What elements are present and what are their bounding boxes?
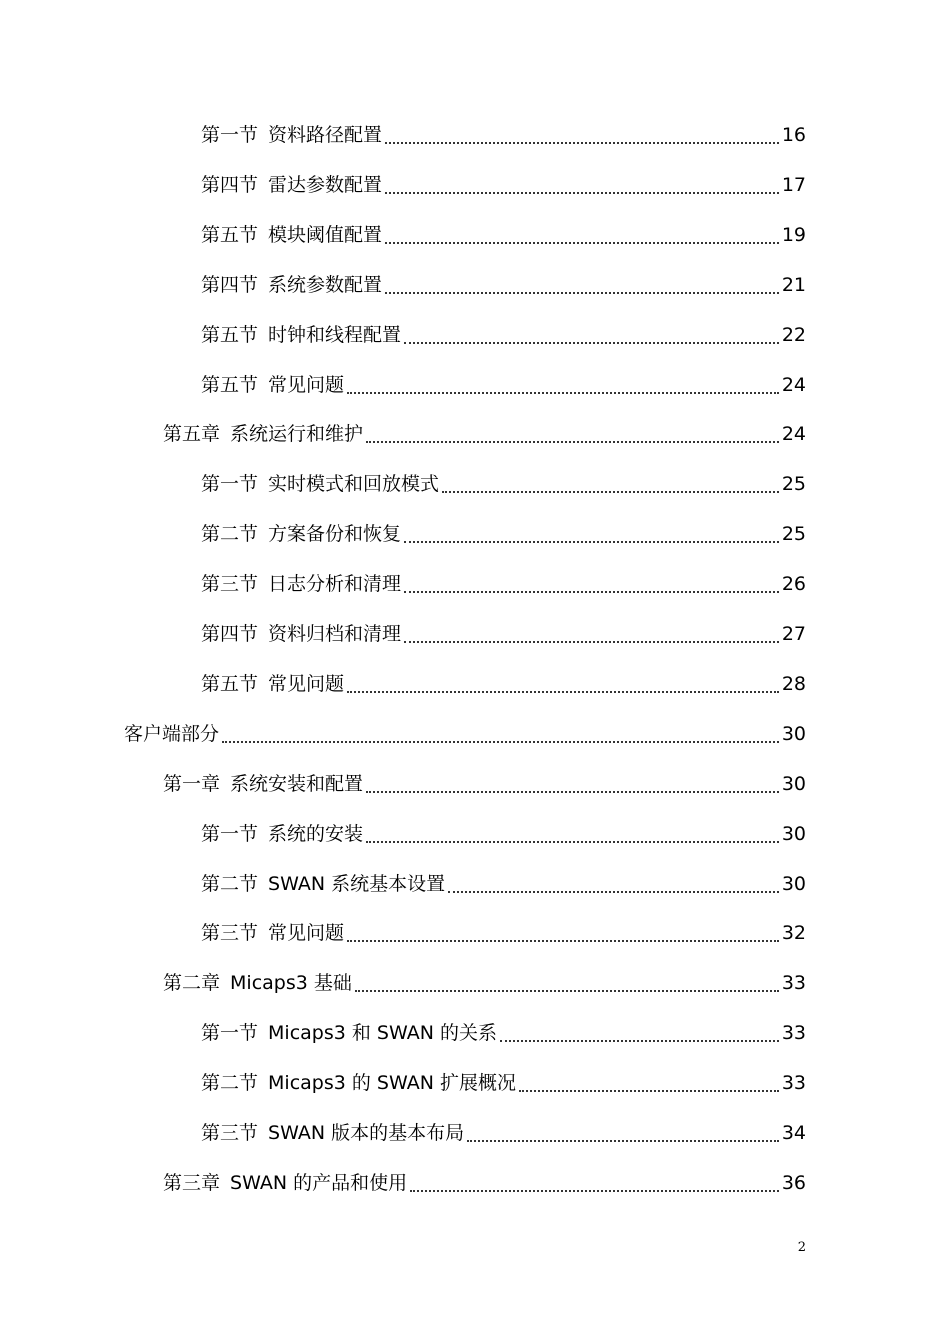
toc-entry-page-number: 30 — [781, 872, 806, 895]
toc-entry[interactable] — [163, 759, 806, 809]
toc-entry-prefix: 第一节 — [201, 822, 259, 845]
toc-dot-leader — [366, 791, 779, 793]
toc-entry-title: 常见问题 — [268, 373, 345, 396]
toc-dot-leader — [442, 491, 779, 493]
toc-dot-leader — [500, 1040, 779, 1042]
toc-entry-title: 时钟和线程配置 — [268, 323, 402, 346]
toc-entry[interactable] — [201, 609, 806, 659]
toc-entry-title: Micaps3 基础 — [230, 972, 352, 995]
toc-entry-prefix: 第一节 — [201, 473, 259, 496]
toc-entry-page-number: 33 — [781, 1072, 806, 1095]
toc-dot-leader — [347, 691, 779, 693]
toc-entry-prefix: 第一节 — [201, 1022, 259, 1045]
toc-entry-page-number: 30 — [781, 822, 806, 845]
toc-entry-page-number: 25 — [781, 473, 806, 496]
toc-entry-label — [163, 958, 352, 1008]
toc-entry-prefix: 第五节 — [201, 223, 259, 246]
toc-entry-prefix: 第五节 — [201, 672, 259, 695]
toc-entry[interactable] — [201, 908, 806, 958]
toc-entry-title: SWAN 版本的基本布局 — [268, 1122, 465, 1144]
toc-dot-leader — [385, 192, 779, 194]
toc-entry-prefix: 第四节 — [201, 623, 259, 645]
toc-entry-label — [201, 859, 445, 909]
toc-entry-page-number: 26 — [781, 573, 806, 596]
toc-entry-label — [201, 609, 401, 659]
toc-entry-page-number: 16 — [781, 124, 806, 146]
toc-entry-prefix: 第三节 — [201, 922, 259, 945]
toc-entry[interactable] — [201, 509, 806, 559]
toc-entry-page-number: 28 — [781, 672, 806, 695]
toc-entry-page-number: 21 — [781, 273, 806, 296]
toc-entry-prefix: 第五节 — [201, 373, 259, 396]
toc-entry-label — [201, 260, 382, 310]
toc-entry[interactable] — [201, 260, 806, 310]
toc-entry-page-number: 33 — [781, 972, 806, 995]
toc-entry[interactable] — [201, 459, 806, 509]
toc-dot-leader — [222, 741, 779, 743]
toc-dot-leader — [347, 940, 779, 942]
toc-dot-leader — [385, 242, 779, 244]
page-number: 2 — [797, 1240, 806, 1255]
toc-dot-leader — [404, 591, 779, 593]
toc-entry-prefix: 第二章 — [163, 972, 221, 995]
toc-entry-label — [201, 659, 344, 709]
toc-entry[interactable] — [201, 809, 806, 859]
toc-entry-page-number: 30 — [781, 722, 806, 745]
toc-entry-page-number: 19 — [781, 223, 806, 246]
toc-entry[interactable] — [124, 709, 806, 759]
toc-dot-leader — [448, 891, 779, 893]
toc-entry-title: 资料归档和清理 — [268, 623, 402, 645]
toc-entry-title: 雷达参数配置 — [268, 173, 383, 196]
toc-entry-label — [201, 160, 382, 210]
toc-entry[interactable] — [201, 1108, 806, 1158]
toc-entry-label — [201, 210, 382, 260]
toc-dot-leader — [404, 641, 779, 643]
toc-entry-prefix: 第四节 — [201, 273, 259, 296]
toc-entry-title: 实时模式和回放模式 — [268, 473, 440, 496]
toc-entry-title: 系统的安装 — [268, 822, 364, 845]
toc-entry-title: 系统运行和维护 — [230, 423, 364, 446]
toc-entry[interactable] — [163, 409, 806, 459]
toc-entry-prefix: 第四节 — [201, 173, 259, 196]
toc-entry-title: 常见问题 — [268, 672, 345, 695]
toc-entry-label — [163, 759, 363, 809]
toc-dot-leader — [410, 1190, 779, 1192]
toc-entry-page-number: 22 — [781, 323, 806, 346]
toc-entry[interactable] — [201, 859, 806, 909]
toc-entry-title: 常见问题 — [268, 922, 345, 945]
toc-entry-page-number: 34 — [781, 1122, 806, 1144]
toc-entry-prefix: 第二节 — [201, 872, 259, 895]
toc-entry[interactable] — [201, 210, 806, 260]
toc-dot-leader — [347, 392, 779, 394]
toc-entry-prefix: 第五节 — [201, 323, 259, 346]
toc-entry-page-number: 24 — [781, 373, 806, 396]
toc-entry-label — [201, 559, 401, 609]
toc-entry-label — [201, 110, 382, 160]
toc-entry-page-number: 33 — [781, 1022, 806, 1045]
toc-entry-title: 系统安装和配置 — [230, 772, 364, 795]
toc-dot-leader — [366, 841, 779, 843]
toc-entry-title: SWAN 的产品和使用 — [230, 1171, 408, 1194]
toc-entry-label — [201, 509, 401, 559]
toc-entry-page-number: 25 — [781, 523, 806, 546]
toc-entry-prefix: 第五章 — [163, 423, 221, 446]
toc-entry[interactable] — [201, 1058, 806, 1108]
toc-entry-label — [201, 310, 401, 360]
toc-entry-page-number: 32 — [781, 922, 806, 945]
toc-dot-leader — [404, 342, 779, 344]
toc-entry[interactable] — [201, 360, 806, 410]
toc-dot-leader — [385, 142, 779, 144]
toc-entry-prefix: 第二节 — [201, 1072, 259, 1095]
toc-entry[interactable] — [201, 110, 806, 160]
toc-entry-title: 方案备份和恢复 — [268, 523, 402, 546]
toc-entry[interactable] — [201, 160, 806, 210]
toc-entry-title: 资料路径配置 — [268, 124, 383, 146]
toc-entry-page-number: 30 — [781, 772, 806, 795]
toc-dot-leader — [385, 292, 779, 294]
toc-entry-title: SWAN 系统基本设置 — [268, 872, 446, 895]
toc-entry-label — [124, 709, 219, 759]
toc-entry[interactable] — [201, 559, 806, 609]
toc-entry-label — [201, 809, 363, 859]
toc-entry-title: 模块阈值配置 — [268, 223, 383, 246]
toc-entry-page-number: 27 — [781, 623, 806, 645]
toc-entry-label — [201, 459, 439, 509]
toc-entry-prefix: 第一节 — [201, 124, 259, 146]
toc-dot-leader — [519, 1090, 779, 1092]
toc-dot-leader — [404, 541, 779, 543]
toc-entry-label — [201, 1108, 464, 1158]
toc-entry-label — [201, 908, 344, 958]
toc-entry-title: 客户端部分 — [124, 722, 220, 745]
toc-entry-prefix: 第三节 — [201, 573, 259, 596]
toc-entry-prefix: 第三节 — [201, 1122, 259, 1144]
toc-entry-prefix: 第三章 — [163, 1171, 221, 1194]
toc-entry-title: Micaps3 的 SWAN 扩展概况 — [268, 1072, 516, 1095]
toc-entry-label — [163, 1158, 407, 1208]
toc-entry-title: 系统参数配置 — [268, 273, 383, 296]
toc-entry-label — [201, 1008, 497, 1058]
toc-entry[interactable] — [163, 1158, 806, 1208]
toc-entry-label — [163, 409, 363, 459]
toc-entry[interactable] — [201, 310, 806, 360]
toc-entry-title: Micaps3 和 SWAN 的关系 — [268, 1022, 497, 1045]
toc-entry-title: 日志分析和清理 — [268, 573, 402, 596]
toc-entry-page-number: 36 — [781, 1171, 806, 1194]
toc-dot-leader — [355, 990, 779, 992]
toc-entry[interactable] — [201, 1008, 806, 1058]
toc-entry-label — [201, 1058, 516, 1108]
toc-entry-label — [201, 360, 344, 410]
toc-dot-leader — [467, 1140, 779, 1142]
toc-entry[interactable] — [163, 958, 806, 1008]
toc-entry[interactable] — [201, 659, 806, 709]
toc-entry-page-number: 17 — [781, 173, 806, 196]
toc-dot-leader — [366, 441, 779, 443]
toc-entry-page-number: 24 — [781, 423, 806, 446]
toc-entry-prefix: 第一章 — [163, 772, 221, 795]
toc-entry-prefix: 第二节 — [201, 523, 259, 546]
